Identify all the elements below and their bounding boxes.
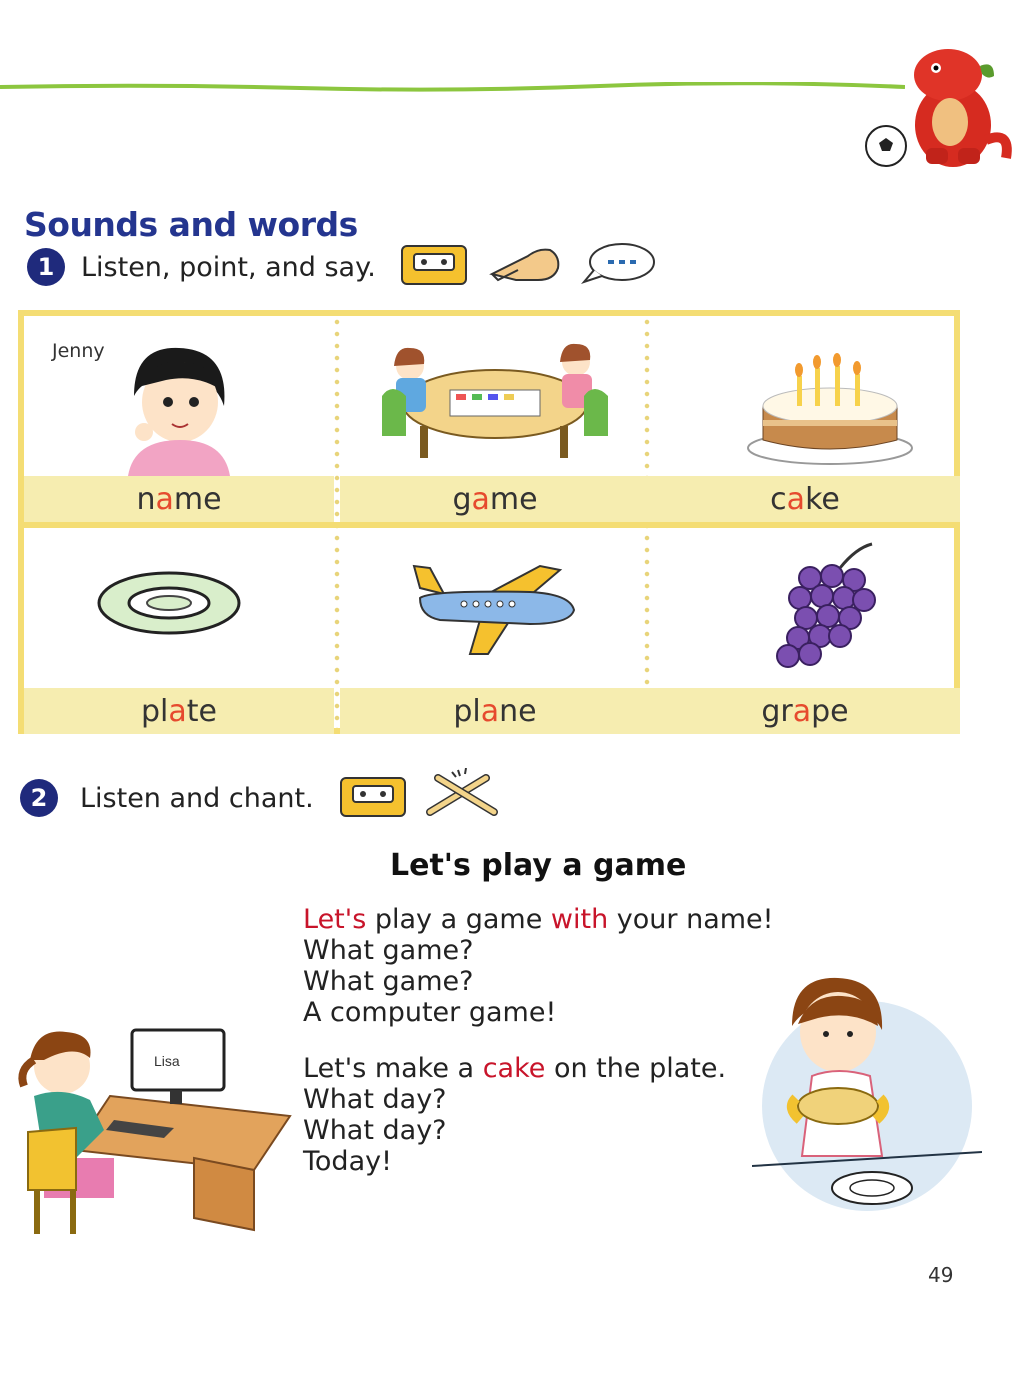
chant-line: What game? (303, 935, 474, 966)
girl-at-computer-illustration (14, 1020, 304, 1240)
word-card-grape (650, 528, 960, 734)
word-card-plate (24, 528, 334, 734)
word-card-game (340, 316, 650, 522)
chant-line: What game? (303, 966, 474, 997)
speech-bubble-icon (580, 240, 658, 286)
chant-line: Let's play a game with your name! (303, 904, 774, 935)
chant-stanza-2 (303, 1053, 726, 1177)
woman-with-cake-illustration (752, 966, 982, 1216)
chant-line: Today! (303, 1146, 392, 1177)
section-title: Sounds and words (24, 205, 358, 244)
word-card-name (24, 316, 334, 522)
plate-icon (94, 568, 244, 638)
step-2-instruction (20, 779, 314, 817)
board-game-icon (380, 336, 610, 466)
pointing-hand-icon (488, 240, 564, 286)
computer-screen-text: Lisa (154, 1053, 180, 1069)
word-label: pl a ne (340, 688, 650, 734)
word-label: pl a te (24, 688, 334, 734)
chant-stanza-1 (303, 904, 773, 1028)
step-1-instruction (27, 248, 376, 286)
top-divider-line (0, 82, 905, 92)
word-label: gr a pe (650, 688, 960, 734)
step-text: Listen and chant. (80, 782, 314, 814)
page-number: 49 (928, 1263, 954, 1287)
airplane-icon (410, 558, 580, 658)
cassette-icon (338, 776, 408, 818)
cassette-icon (400, 244, 468, 286)
word-card-cake (650, 316, 960, 522)
word-label: c a ke (650, 476, 960, 522)
dinosaur-mascot-icon (858, 30, 1018, 170)
word-label: g a me (340, 476, 650, 522)
word-card-plane (340, 528, 650, 734)
girl-jenny-icon (114, 336, 244, 476)
step-number: 1 (27, 248, 65, 286)
grapes-icon (760, 538, 890, 678)
step-text: Listen, point, and say. (81, 251, 376, 283)
word-label: n a me (24, 476, 334, 522)
rhythm-sticks-icon (424, 768, 500, 818)
step-number: 2 (20, 779, 58, 817)
chant-line: A computer game! (303, 997, 557, 1028)
jenny-label: Jenny (52, 340, 105, 362)
chant-line: What day? (303, 1084, 447, 1115)
chant-line: Let's make a cake on the plate. (303, 1053, 727, 1084)
word-card-grid (18, 310, 960, 734)
chant-line: What day? (303, 1115, 447, 1146)
chant-title: Let's play a game (390, 848, 687, 883)
cake-icon (745, 336, 915, 466)
